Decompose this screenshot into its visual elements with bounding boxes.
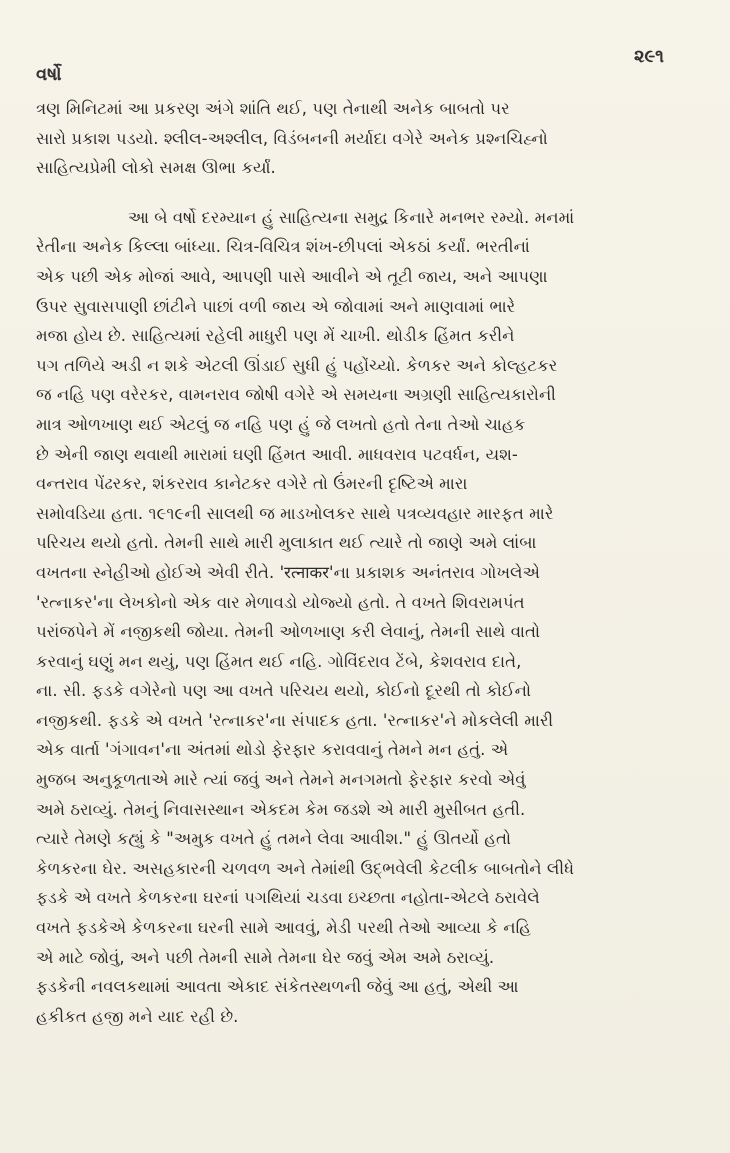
text-line: માત્ર ઓળખાણ થઈ એટલું જ નહિ પણ હું જે લખતો હતો તેના તેઓ ચાહક: [36, 414, 526, 434]
text-line: એક પછી એક મોજાં આવે, આપણી પાસે આવીને એ તૂટી જાય, અને આપણા: [36, 266, 548, 286]
text-line: પરિચય થયો હતો. તેમની સાથે મારી મુલાકાત થઈ ત્યારે તો જાણે અમે લાંબા: [36, 533, 537, 553]
text-line: એ માટે જોવું, અને પછી તેમની સામે તેમના ઘેર જવું એમ અમે ઠરાવ્યું.: [36, 947, 495, 967]
text-line: પરાંજપેને મેં નજીકથી જોયા. તેમની ઓળખાણ કરી લેવાનું, તેમની સાથે વાતો: [36, 622, 541, 642]
paragraph-2: [36, 203, 702, 1032]
text-line: જ નહિ પણ વરેરકર, વામનરાવ જોષી વગેરે એ સમયના અગ્રણી સાહિત્યકારોની: [36, 385, 556, 405]
text-line: ઉપર સુવાસપાણી છાંટીને પાછાં વળી જાય એ જોવામાં અને માણવામાં ભારે: [36, 296, 516, 316]
text-line: ના. સી. ફડકે વગેરેનો પણ આ વખતે પરિચય થયો, કોઈનો દૂરથી તો કોઈનો: [36, 681, 532, 701]
running-head: વર્ષો: [36, 64, 62, 85]
text-line: એક વાર્તા 'ગંગાવન'ના અંતમાં થોડો ફેરફાર કરાવવાનું તેમને મન હતું. એ: [36, 740, 509, 760]
text-line: રેતીના અનેક કિલ્લા બાંધ્યા. ચિત્ર-વિચિત્ર શંખ-છીપલાં એકઠાં કર્યાં. ભરતીનાં: [36, 237, 530, 257]
text-line: મજા હોય છે. સાહિત્યમાં રહેલી માધુરી પણ મેં ચાખી. થોડીક હિંમત કરીને: [36, 326, 515, 346]
text-line: વખતના સ્નેહીઓ હોઈએ એવી રીતે. 'रत्नाकर'ના પ્રકાશક અનંતરાવ ગોખલેએ: [36, 562, 540, 582]
text-line: 'રત્નાકર'ના લેખકોનો એક વાર મેળાવડો યોજ્યો હતો. તે વખતે શિવરામપંત: [36, 592, 525, 612]
paragraph-gap: [36, 183, 702, 203]
text-line: વખતે ફડકેએ કેળકરના ઘરની સામે આવવું, મેડી પરથી તેઓ આવ્યા કે નહિ: [36, 918, 532, 938]
text-line: છે એની જાણ થવાથી મારામાં ઘણી હિંમત આવી. માધવરાવ પટવર્ધન, યશ-: [36, 444, 518, 464]
paragraph-1: [36, 94, 702, 183]
text-line: હકીકત હજી મને યાદ રહી છે.: [36, 1006, 239, 1026]
body-text: [36, 94, 702, 1031]
text-line: વન્તરાવ પેંઢરકર, શંકરરાવ કાનેટકર વગેરે તો ઉંમરની દૃષ્ટિએ મારા: [36, 474, 468, 494]
text-line: નજીકથી. ફડકે એ વખતે 'રત્નાકર'ના સંપાદક હતા. 'રત્નાકર'ને મોકલેલી મારી: [36, 710, 554, 730]
text-line: સાહિત્યપ્રેમી લોકો સમક્ષ ઊભા કર્યાં.: [36, 158, 276, 178]
text-line: મુજબ અનુકૂળતાએ મારે ત્યાં જવું અને તેમને મનગમતો ફેરફાર કરવો એવું: [36, 770, 526, 790]
text-line: કેળકરના ઘેર. અસહકારની ચળવળ અને તેમાંથી ઉદ્ભવેલી કેટલીક બાબતોને લીધે: [36, 858, 575, 878]
text-line: કરવાનું ઘણું મન થયું, પણ હિંમત થઈ નહિ. ગોવિંદરાવ ટેંબે, કેશવરાવ દાતે,: [36, 651, 522, 671]
text-line: ફડકે એ વખતે કેળકરના ઘરનાં પગથિયાં ચડવા ઇચ્છતા નહોતા-એટલે ઠરાવેલે: [36, 888, 540, 908]
page-number: ૨૯૧: [633, 46, 664, 67]
text-line: પગ તળિયે અડી ન શકે એટલી ઊંડાઈ સુધી હું પહોંચ્યો. કેળકર અને કોલ્હટકર: [36, 355, 558, 375]
text-line: સમોવડિયા હતા. ૧૯૧૯ની સાલથી જ માડખોલકર સાથે પત્રવ્યવહાર મારફત મારે: [36, 503, 554, 523]
text-line: સારો પ્રકાશ પડયો. શ્લીલ-અશ્લીલ, વિડંબનની મર્યાદા વગેરે અનેક પ્રશ્નચિહ્નો: [36, 128, 548, 148]
text-line: આ બે વર્ષો દરમ્યાન હું સાહિત્યના સમુદ્ર કિનારે મનભર રમ્યો. મનમાં: [128, 207, 575, 227]
text-line: અમે ઠરાવ્યું. તેમનું નિવાસસ્થાન એકદમ કેમ જડશે એ મારી મુસીબત હતી.: [36, 799, 526, 819]
text-line: ફડકેની નવલકથામાં આવતા એકાદ સંકેતસ્થળની જેવું આ હતું, એથી આ: [36, 977, 519, 997]
text-line: ત્રણ મિનિટમાં આ પ્રકરણ અંગે શાંતિ થઈ, પણ તેનાથી અનેક બાબતો પર: [36, 99, 510, 118]
text-line: ત્યારે તેમણે કહ્યું કે "અમુક વખતે હું તમને લેવા આવીશ." હું ઊતર્યો હતો: [36, 829, 512, 849]
